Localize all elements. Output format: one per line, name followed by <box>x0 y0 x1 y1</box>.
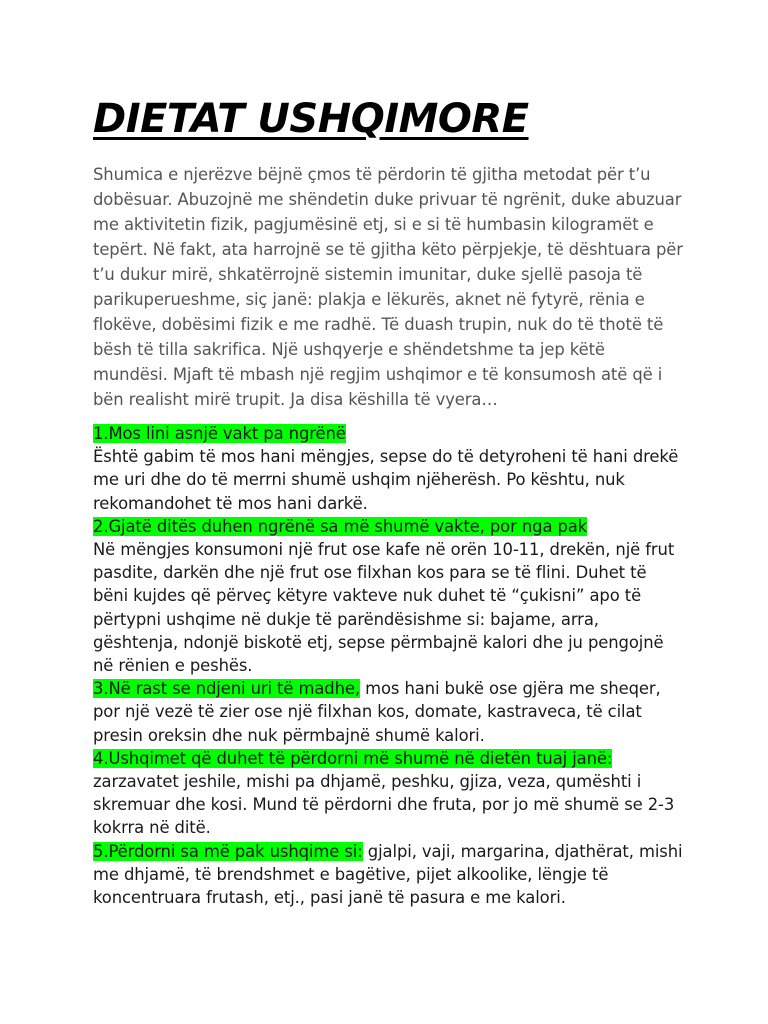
document-page <box>93 92 683 909</box>
tip-heading-3: 3.Në rast se ndjeni uri të madhe, <box>93 679 360 699</box>
tips-list <box>93 422 683 909</box>
tip-item-5 <box>93 840 683 910</box>
tip-body-1: Është gabim të mos hani mëngjes, sepse do të detyroheni të hani drekë me uri dhe do të merrni shumë ushqim njëherësh. Po kështu, nuk rekomandohet të mos hani darkë. <box>93 447 679 513</box>
tip-item-4 <box>93 747 683 840</box>
tip-body-2: Në mëngjes konsumoni një frut ose kafe në orën 10-11, drekën, një frut pasdite, darkën dhe një frut ose filxhan kos para se të flini. Duhet të bëni kujdes që përveç këtyre vakteve nuk duhet të “çukisni” apo të përtypni ushqime në dukje të parëndësishme si: bajame, arra, gështenja, ndonjë biskotë etj, sepse përmbajnë kalori dhe ju pengojnë në rënien e peshës. <box>93 540 675 676</box>
intro-paragraph: Shumica e njerëzve bëjnë çmos të përdorin të gjitha metodat për t’u dobësuar. Abuzojnë me shëndetin duke privuar të ngrënit, duke abuzuar me aktivitetin fizik, pagjumësinë etj, si e si të humbasin kilogramët e tepërt. Në fakt, ata harrojnë se të gjitha këto përpjekje, të dështuara për t’u dukur mirë, shkatërrojnë sistemin imunitar, duke sjellë pasoja të parikuperueshme, siç janë: plakja e lëkurës, aknet në fytyrë, rënia e flokëve, dobësimi fizik e me radhë. Të duash trupin, nuk do të thotë të bësh të tilla sakrifica. Një ushqyerje e shëndetshme ta jep këtë mundësi. Mjaft të mbash një regjim ushqimor e të konsumosh atë që i bën realisht mirë trupit. Ja disa këshilla të vyera… <box>93 165 683 409</box>
tip-heading-1: 1.Mos lini asnjë vakt pa ngrënë <box>93 424 346 443</box>
tip-item-3 <box>93 677 683 747</box>
tip-body-5: gjalpi, vaji, margarina, djathërat, mishi me dhjamë, të brendshmet e bagëtive, pijet alkoolike, lëngje të koncentruara frutash, etj., pasi janë të pasura e me kalori. <box>93 841 683 908</box>
tip-body-4: zarzavatet jeshile, mishi pa dhjamë, peshku, gjiza, veza, qumështi i skremuar dhe kosi. Mund të përdorni dhe fruta, por jo më shumë se 2-3 kokrra në ditë. <box>93 772 675 838</box>
tip-heading-4: 4.Ushqimet që duhet të përdorni më shumë në dietën tuaj janë: <box>93 748 613 768</box>
document-title: DIETAT USHQIMORE <box>93 96 529 142</box>
tip-heading-2: 2.Gjatë ditës duhen ngrënë sa më shumë vakte, por nga pak <box>93 516 588 536</box>
tip-heading-5: 5.Përdorni sa më pak ushqime si: <box>93 841 363 861</box>
tip-item-2 <box>93 515 683 677</box>
tip-body-3: mos hani bukë ose gjëra me sheqer, por një vezë të zier ose një filxhan kos, domate, kastraveca, të cilat presin oreksin dhe nuk përmbajnë shumë kalori. <box>93 679 661 745</box>
tip-item-1 <box>93 422 683 515</box>
